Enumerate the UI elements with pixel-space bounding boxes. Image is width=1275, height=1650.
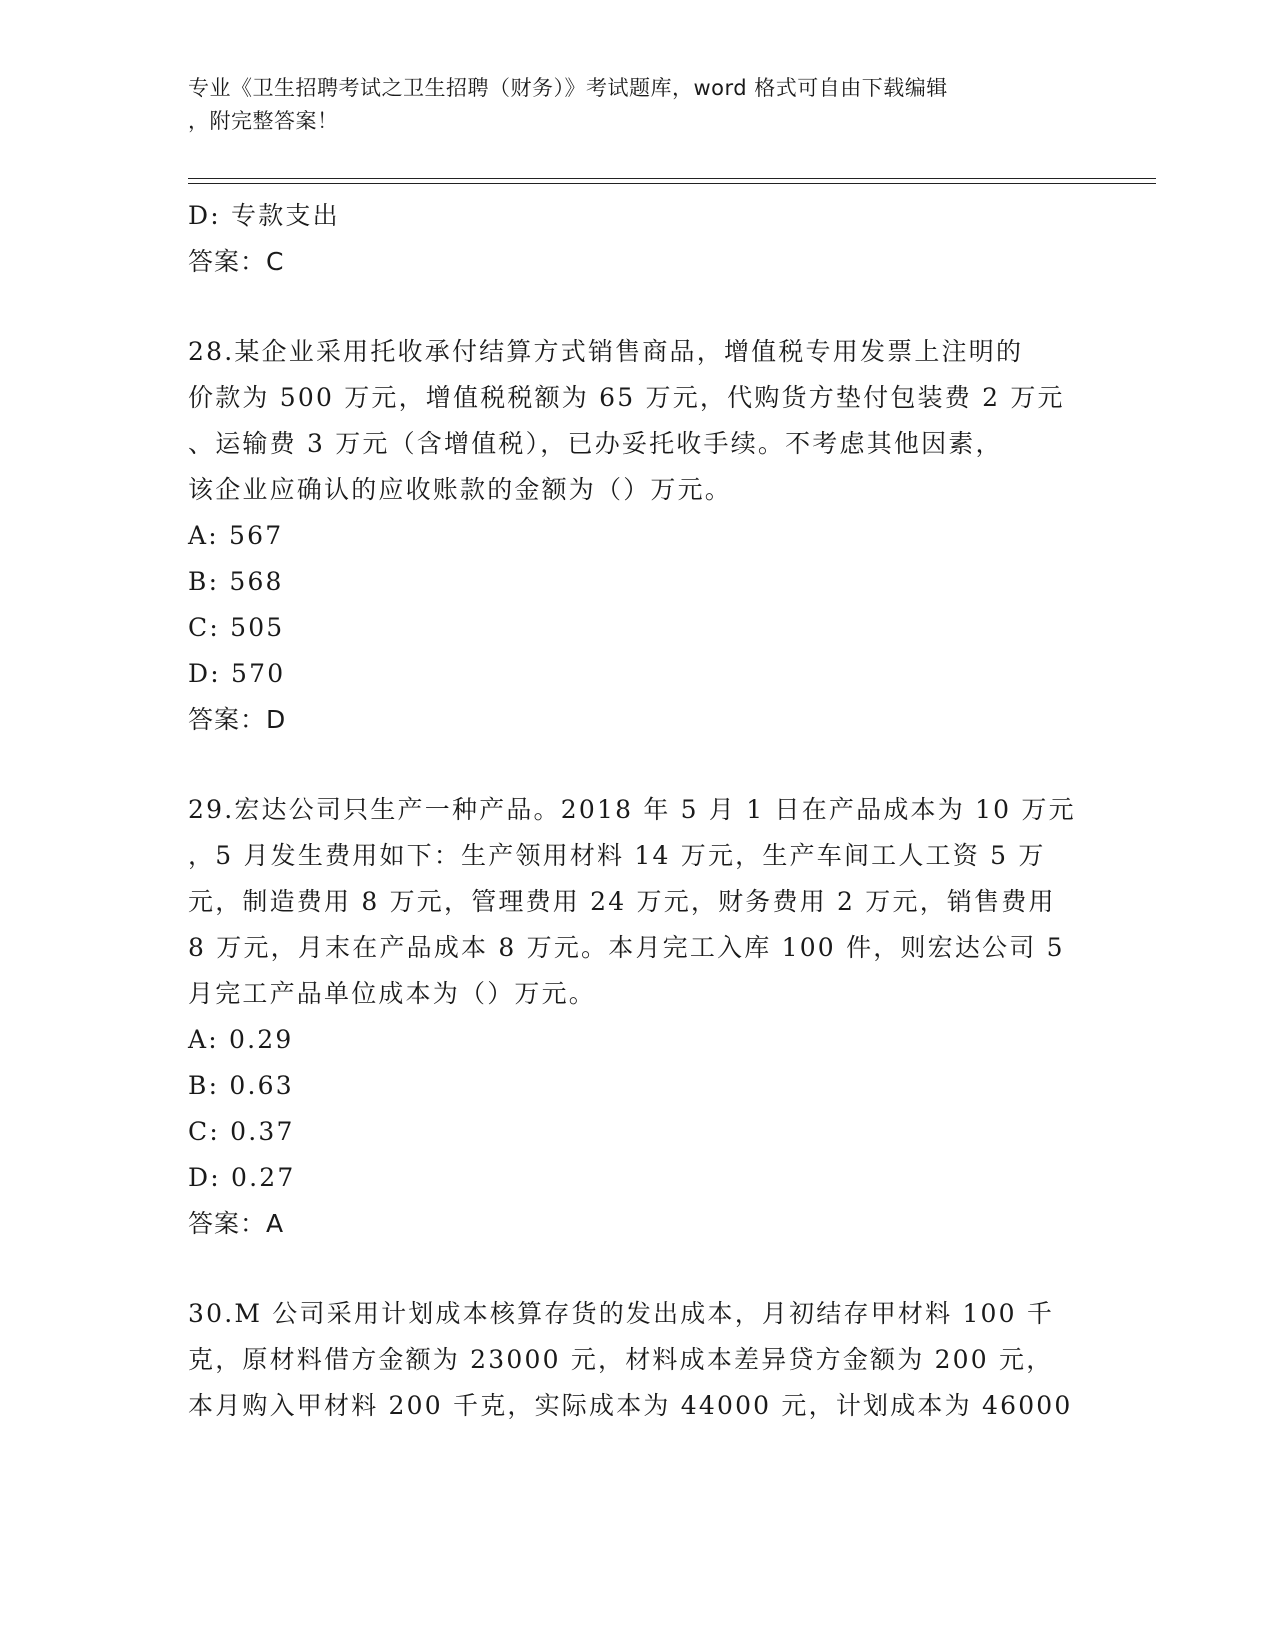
answer-line: 答案：D — [188, 705, 287, 734]
spacer — [188, 1247, 1088, 1291]
spacer — [188, 743, 1088, 787]
option-d: D: 570 — [188, 659, 286, 688]
option-a: A: 567 — [188, 521, 284, 550]
answer-line: 答案：A — [188, 1209, 285, 1238]
question-text-line: 28.某企业采用托收承付结算方式销售商品，增值税专用发票上注明的 — [188, 337, 1024, 366]
answer-line: 答案：C — [188, 247, 285, 276]
question-text-line: 本月购入甲材料 200 千克，实际成本为 44000 元，计划成本为 46000 — [188, 1391, 1073, 1420]
question-text-line: 29.宏达公司只生产一种产品。2018 年 5 月 1 日在产品成本为 10 万元 — [188, 795, 1076, 824]
question-28 — [188, 329, 1088, 743]
previous-question-tail — [188, 193, 1088, 285]
question-text-line: 30.M 公司采用计划成本核算存货的发出成本，月初结存甲材料 100 千 — [188, 1299, 1055, 1328]
option-c: C: 0.37 — [188, 1117, 295, 1146]
question-text-line: 价款为 500 万元，增值税税额为 65 万元，代购货方垫付包装费 2 万元 — [188, 383, 1065, 412]
option-d: D: 0.27 — [188, 1163, 296, 1192]
question-text-line: ，5 月发生费用如下：生产领用材料 14 万元，生产车间工人工资 5 万 — [188, 841, 1046, 870]
header-divider-bottom — [188, 183, 1156, 184]
option-d: D: 专款支出 — [188, 201, 340, 230]
question-30 — [188, 1291, 1088, 1429]
question-text-line: 该企业应确认的应收账款的金额为（）万元。 — [188, 475, 733, 504]
question-text-line: 8 万元，月末在产品成本 8 万元。本月完工入库 100 件，则宏达公司 5 — [188, 933, 1065, 962]
header-line-2: ，附完整答案！ — [188, 109, 339, 133]
question-text-line: 元，制造费用 8 万元，管理费用 24 万元，财务费用 2 万元，销售费用 — [188, 887, 1056, 916]
question-text-line: 克，原材料借方金额为 23000 元，材料成本差异贷方金额为 200 元， — [188, 1345, 1054, 1374]
header-line-1: 专业《卫生招聘考试之卫生招聘（财务）》考试题库，word 格式可自由下载编辑 — [188, 76, 948, 100]
option-b: B: 0.63 — [188, 1071, 294, 1100]
option-b: B: 568 — [188, 567, 284, 596]
header-divider-top — [188, 178, 1156, 179]
option-a: A: 0.29 — [188, 1025, 294, 1054]
document-header — [188, 72, 1068, 138]
question-text-line: 、运输费 3 万元（含增值税），已办妥托收手续。不考虑其他因素， — [188, 429, 1003, 458]
option-c: C: 505 — [188, 613, 285, 642]
question-content — [188, 193, 1088, 1429]
spacer — [188, 285, 1088, 329]
question-29 — [188, 787, 1088, 1247]
question-text-line: 月完工产品单位成本为（）万元。 — [188, 979, 597, 1008]
